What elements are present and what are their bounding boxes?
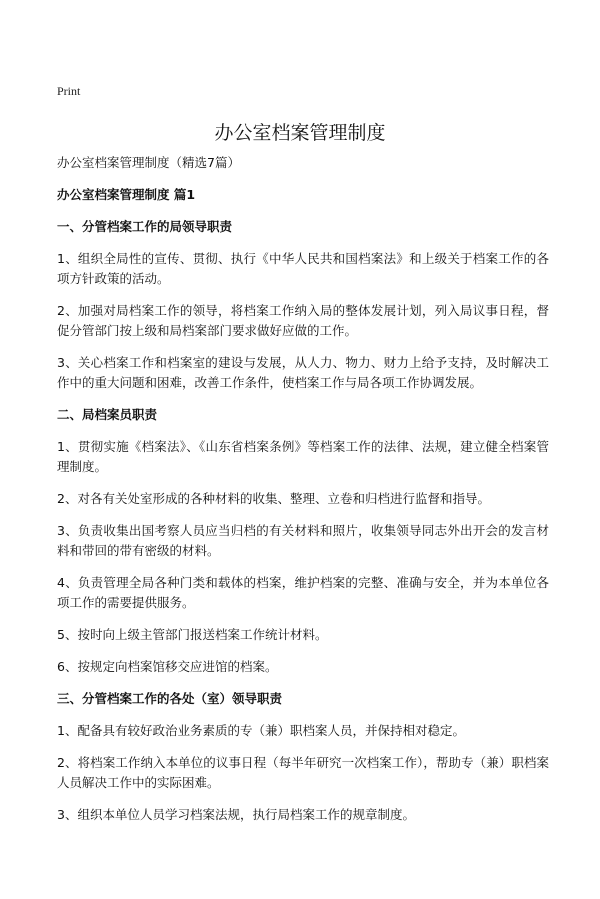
- paragraph: 2、加强对局档案工作的领导，将档案工作纳入局的整体发展计划，列入局议事日程，督促分管部门按上级和局档案部门要求做好应做的工作。: [57, 303, 549, 338]
- page-title: 办公室档案管理制度: [214, 122, 386, 144]
- article-heading: 办公室档案管理制度 篇1: [57, 187, 196, 202]
- document-subtitle: 办公室档案管理制度（精选7篇）: [57, 155, 240, 170]
- section-heading: 一、分管档案工作的局领导职责: [57, 219, 233, 234]
- print-label: Print: [57, 84, 81, 98]
- section-1: [57, 217, 549, 393]
- paragraph: 3、关心档案工作和档案室的建设与发展，从人力、物力、财力上给予支持，及时解决工作中的重大问题和困难，改善工作条件，使档案工作与局各项工作协调发展。: [57, 355, 549, 390]
- paragraph: 3、负责收集出国考察人员应当归档的有关材料和照片，收集领导同志外出开会的发言材料和带回的带有密级的材料。: [57, 523, 549, 558]
- paragraph: 1、组织全局性的宣传、贯彻、执行《中华人民共和国档案法》和上级关于档案工作的各项方针政策的活动。: [57, 251, 549, 286]
- paragraph: 4、负责管理全局各种门类和载体的档案，维护档案的完整、准确与安全，并为本单位各项工作的需要提供服务。: [57, 575, 549, 610]
- paragraph: 2、将档案工作纳入本单位的议事日程（每半年研究一次档案工作），帮助专（兼）职档案人员解决工作中的实际困难。: [57, 755, 549, 790]
- paragraph: 2、对各有关处室形成的各种材料的收集、整理、立卷和归档进行监督和指导。: [57, 491, 490, 506]
- document-body: [57, 153, 549, 837]
- section-3: [57, 689, 549, 825]
- paragraph: 6、按规定向档案馆移交应进馆的档案。: [57, 659, 278, 674]
- paragraph: 1、贯彻实施《档案法》、《山东省档案条例》等档案工作的法律、法规，建立健全档案管理制度。: [57, 439, 549, 474]
- section-heading: 三、分管档案工作的各处（室）领导职责: [57, 691, 283, 706]
- section-2: [57, 405, 549, 677]
- paragraph: 3、组织本单位人员学习档案法规，执行局档案工作的规章制度。: [57, 807, 415, 822]
- paragraph: 5、按时向上级主管部门报送档案工作统计材料。: [57, 627, 328, 642]
- section-heading: 二、局档案员职责: [57, 407, 158, 422]
- paragraph: 1、配备具有较好政治业务素质的专（兼）职档案人员，并保持相对稳定。: [57, 723, 465, 738]
